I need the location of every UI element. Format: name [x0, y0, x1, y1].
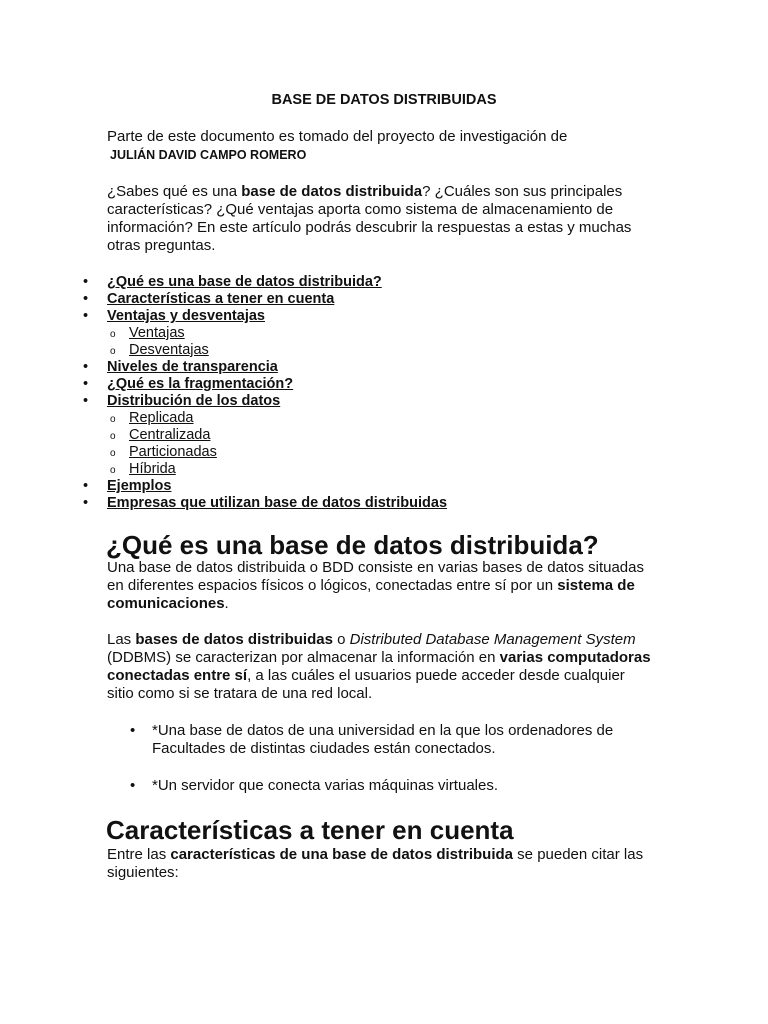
characteristics-paragraph	[107, 846, 652, 882]
toc-link[interactable]: Niveles de transparencia	[107, 359, 278, 375]
sub-bullet-icon: o	[110, 346, 116, 357]
toc-item	[0, 342, 768, 359]
p2-text-c: .	[224, 595, 229, 612]
toc-link[interactable]: Centralizada	[129, 427, 211, 443]
intro-paragraph	[107, 183, 652, 255]
p1-text-a: ¿Sabes qué es una	[107, 183, 242, 200]
toc-link[interactable]: ¿Qué es la fragmentación?	[107, 376, 294, 392]
bullet-icon: •	[83, 393, 89, 409]
toc-link[interactable]: Empresas que utilizan base de datos distribuidas	[107, 495, 448, 511]
p3-text-e: (DDBMS) se caracterizan por almacenar la información en	[107, 649, 500, 666]
toc-item	[0, 359, 768, 376]
bullet-icon: •	[130, 777, 136, 794]
toc-item	[0, 274, 768, 291]
toc-link[interactable]: Particionadas	[129, 444, 217, 460]
section-heading-what-is: ¿Qué es una base de datos distribuida?	[106, 530, 599, 560]
p1-bold: base de datos distribuida	[241, 183, 423, 200]
bullet-icon: •	[83, 495, 89, 511]
toc-link[interactable]: Distribución de los datos	[107, 393, 281, 409]
bullet-icon: •	[83, 274, 89, 290]
toc-link[interactable]: Ventajas y desventajas	[107, 308, 265, 324]
example-item-text: *Un servidor que conecta varias máquinas virtuales.	[152, 777, 499, 794]
toc-item	[0, 478, 768, 495]
toc-item	[0, 325, 768, 342]
toc-link[interactable]: ¿Qué es una base de datos distribuida?	[107, 274, 382, 290]
example-item-text: *Una base de datos de una universidad en la que los ordenadores de Facultades de distintas ciudades están conectados.	[152, 722, 614, 757]
p1-text-c: ? ¿Cuáles son sus principales características? ¿Qué ventajas aporta como sistema de almacenamiento de información? En este artículo podrás descubrir la respuestas a estas y muchas otras preguntas.	[107, 183, 632, 254]
toc-item	[0, 444, 768, 461]
table-of-contents	[0, 274, 768, 512]
toc-item	[0, 495, 768, 512]
toc-link[interactable]: Características a tener en cuenta	[107, 291, 335, 307]
p3-text-g: , a las cuáles el usuarios puede acceder desde cualquier sitio como si se tratara de una red local.	[107, 667, 625, 702]
sub-bullet-icon: o	[110, 448, 116, 459]
toc-item	[0, 461, 768, 478]
bullet-icon: •	[83, 478, 89, 494]
sub-bullet-icon: o	[110, 329, 116, 340]
bullet-icon: •	[130, 722, 136, 739]
p3-text-c: o	[332, 631, 350, 648]
p3-bold-1: bases de datos distribuidas	[135, 631, 333, 648]
toc-link[interactable]: Híbrida	[129, 461, 176, 477]
p2-bold: sistema de comunicaciones	[107, 577, 635, 612]
p3-text-a: Las	[107, 631, 136, 648]
p2-text-a: Una base de datos distribuida o BDD consiste en varias bases de datos situadas en diferentes espacios físicos o lógicos, conectadas entre sí por un	[107, 559, 644, 594]
toc-item	[0, 393, 768, 410]
toc-item	[0, 376, 768, 393]
toc-link[interactable]: Replicada	[129, 410, 194, 426]
document-title: BASE DE DATOS DISTRIBUIDAS	[271, 92, 497, 108]
toc-item	[0, 308, 768, 325]
toc-link[interactable]: Ejemplos	[107, 478, 172, 494]
bullet-icon: •	[83, 308, 89, 324]
bullet-icon: •	[83, 376, 89, 392]
toc-link[interactable]: Desventajas	[129, 342, 209, 358]
intro-line: Parte de este documento es tomado del proyecto de investigación de	[107, 128, 568, 145]
p4-text-c: se pueden citar las siguientes:	[107, 846, 644, 881]
p4-bold: características de una base de datos distribuida	[170, 846, 514, 863]
ddbms-paragraph	[107, 631, 652, 703]
p3-bold-2: varias computadoras conectadas entre sí	[107, 649, 651, 684]
toc-item	[0, 410, 768, 427]
toc-item	[0, 291, 768, 308]
toc-link[interactable]: Ventajas	[129, 325, 185, 341]
definition-paragraph	[107, 559, 652, 613]
sub-bullet-icon: o	[110, 431, 116, 442]
author-name: JULIÁN DAVID CAMPO ROMERO	[110, 148, 307, 162]
p3-italic: Distributed Database Management System	[349, 631, 636, 648]
p4-text-a: Entre las	[107, 846, 171, 863]
sub-bullet-icon: o	[110, 465, 116, 476]
sub-bullet-icon: o	[110, 414, 116, 425]
bullet-icon: •	[83, 359, 89, 375]
toc-item	[0, 427, 768, 444]
bullet-icon: •	[83, 291, 89, 307]
section-heading-characteristics: Características a tener en cuenta	[106, 815, 514, 845]
